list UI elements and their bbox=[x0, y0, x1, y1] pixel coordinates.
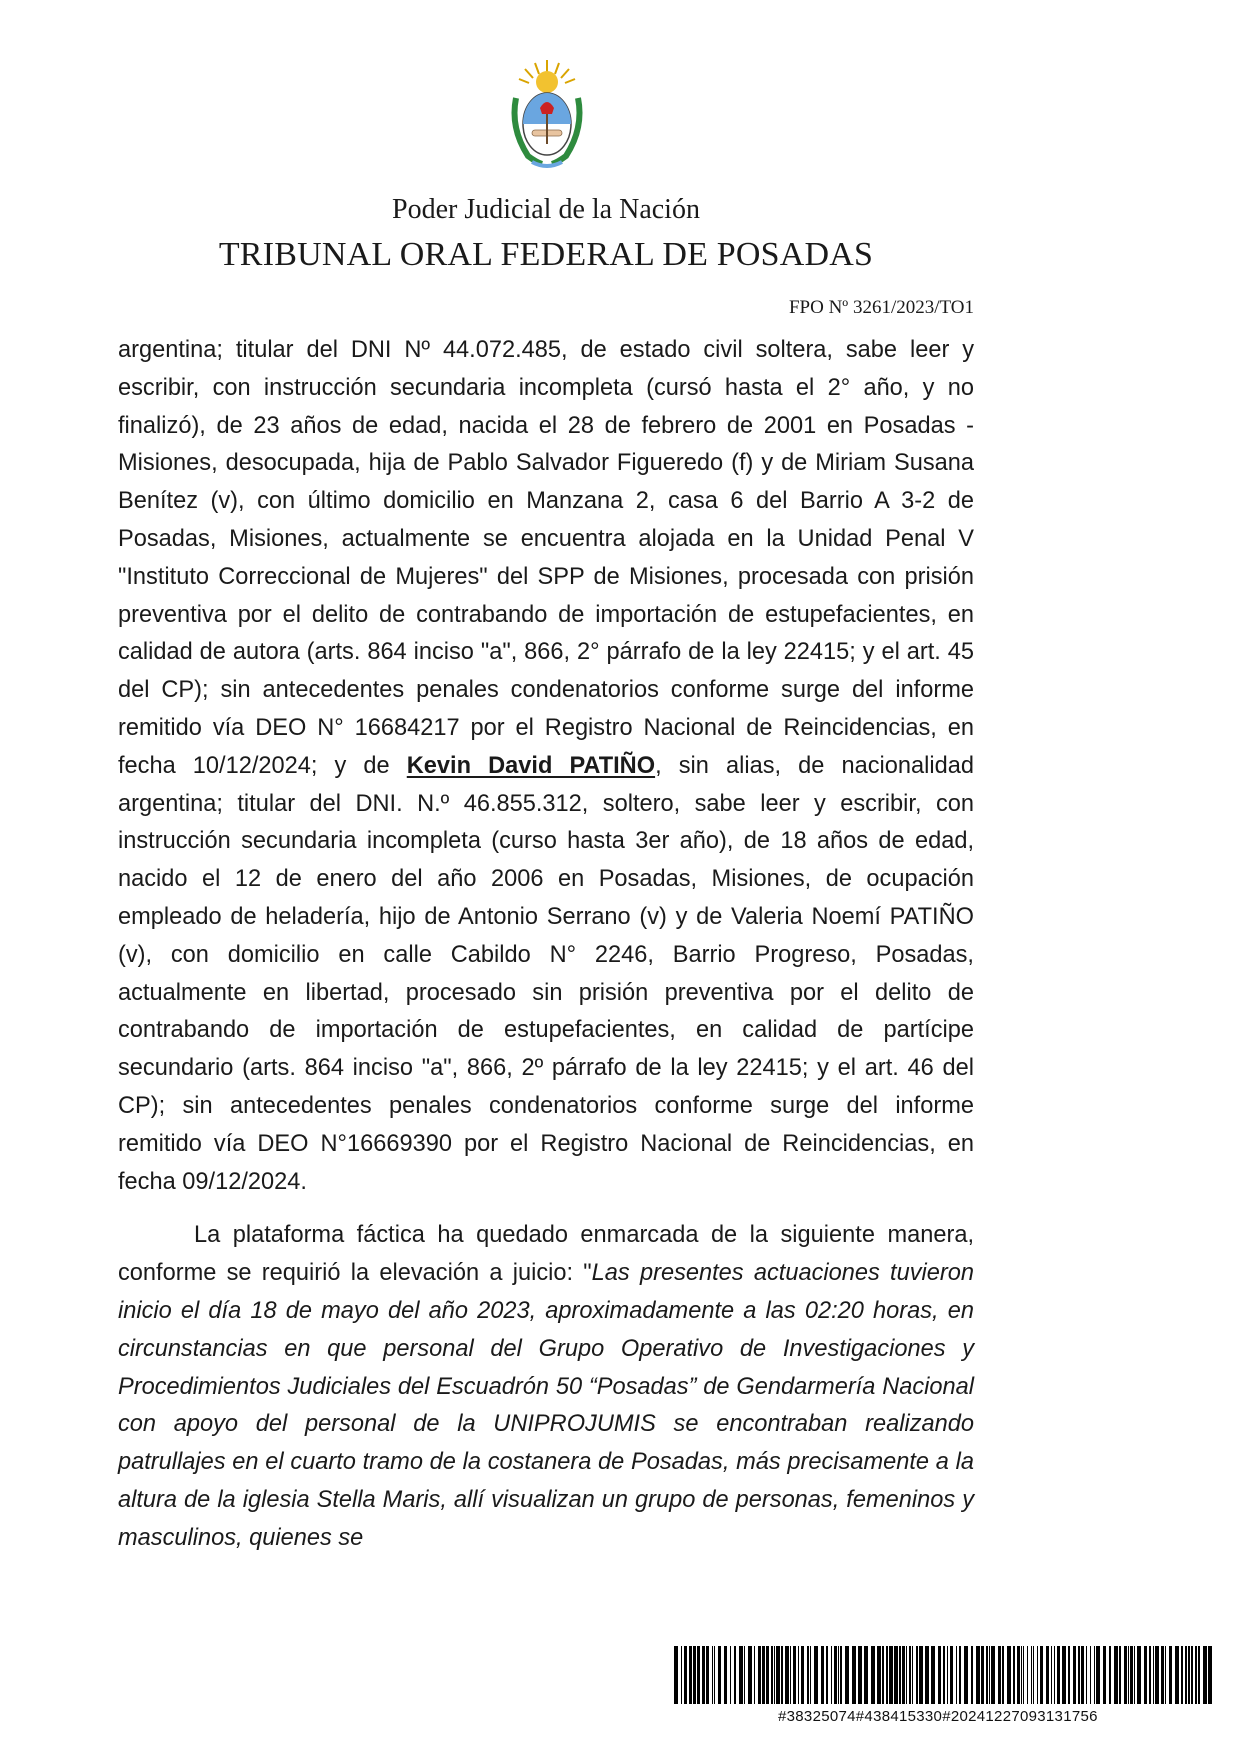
barcode-bar bbox=[1002, 1646, 1004, 1704]
barcode-bar bbox=[947, 1646, 948, 1704]
paragraph-text: argentina; titular del DNI Nº 44.072.485, de estado civil soltera, sabe leer y escribir, con instrucción secundaria incompleta (cursó hasta el 2° año, y no finalizó), de 23 años de edad, nacida el 28 de febrero de 2001 en Posadas -Misiones, desocupada, hija de Pablo Salvador Figueredo (f) y de Miriam Susana Benítez (v), con último domicilio en Manzana 2, casa 6 del Barrio A 3-2 de Posadas, Misiones, actualmente se encuentra alojada en la Unidad Penal V "Instituto Correccional de Mujeres" del SPP de Misiones, procesada con prisión preventiva por el delito de contrabando de importación de estupefacientes, en calidad de autora (arts. 864 inciso "a", 866, 2° párrafo de la ley 22415; y el art. 45 del CP); sin antecedentes penales condenatorios conforme surge del informe remitido vía DEO N° 16684217 por el Registro Nacional de Reincidencias, en fecha 10/12/2024; y de bbox=[118, 337, 974, 779]
barcode-bar bbox=[852, 1646, 856, 1704]
barcode-bar bbox=[774, 1646, 775, 1704]
barcode-bar bbox=[919, 1646, 923, 1704]
barcode-bar bbox=[674, 1646, 678, 1704]
barcode-bar bbox=[1086, 1646, 1087, 1704]
barcode-bar bbox=[1096, 1646, 1100, 1704]
national-coat-of-arms-icon bbox=[506, 58, 588, 176]
barcode-bar bbox=[821, 1646, 824, 1704]
barcode-bar bbox=[807, 1646, 809, 1704]
barcode-bar bbox=[1031, 1646, 1032, 1704]
barcode-bar bbox=[712, 1646, 713, 1704]
barcode-bar bbox=[1054, 1646, 1055, 1704]
barcode-bar bbox=[1068, 1646, 1070, 1704]
barcode-bar bbox=[702, 1646, 705, 1704]
barcode-bar bbox=[991, 1646, 995, 1704]
barcode-bar bbox=[1040, 1646, 1043, 1704]
barcode-bar bbox=[964, 1646, 968, 1704]
barcode-bar bbox=[1114, 1646, 1118, 1704]
barcode-bar bbox=[681, 1646, 682, 1704]
barcode-bar bbox=[886, 1646, 888, 1704]
barcode-bar bbox=[899, 1646, 901, 1704]
barcode-bar bbox=[1062, 1646, 1066, 1704]
barcode-bar bbox=[882, 1646, 884, 1704]
barcode-bar bbox=[1124, 1646, 1127, 1704]
barcode-bar bbox=[845, 1646, 849, 1704]
barcode-bar bbox=[1094, 1646, 1095, 1704]
barcode-bar bbox=[877, 1646, 881, 1704]
barcode-bar bbox=[1033, 1646, 1034, 1704]
barcode-bar bbox=[1027, 1646, 1028, 1704]
defendant-name: Kevin David PATIÑO bbox=[406, 752, 656, 779]
barcode-bar bbox=[1007, 1646, 1011, 1704]
barcode-bar bbox=[762, 1646, 765, 1704]
barcode-bar bbox=[781, 1646, 783, 1704]
issuing-authority: Poder Judicial de la Nación bbox=[392, 194, 700, 225]
document-body bbox=[118, 332, 974, 1558]
barcode-bar bbox=[1073, 1646, 1076, 1704]
barcode-bar bbox=[684, 1646, 687, 1704]
barcode-bar bbox=[771, 1646, 773, 1704]
barcode-bar bbox=[706, 1646, 709, 1704]
barcode-bar bbox=[793, 1646, 796, 1704]
barcode-bar bbox=[744, 1646, 745, 1704]
barcode-bar bbox=[981, 1646, 984, 1704]
barcode-bar bbox=[1130, 1646, 1133, 1704]
barcode-bar bbox=[1181, 1646, 1183, 1704]
paragraph-text: La plataforma fáctica ha quedado enmarcada de la siguiente manera, conforme se requirió la elevación a juicio: " bbox=[118, 1222, 974, 1287]
barcode-bar bbox=[1198, 1646, 1200, 1704]
barcode-bar bbox=[798, 1646, 799, 1704]
barcode-bar bbox=[826, 1646, 828, 1704]
barcode-bar bbox=[1109, 1646, 1111, 1704]
barcode-bar bbox=[1153, 1646, 1154, 1704]
quoted-facts: Las presentes actuaciones tuvieron inicio el día 18 de mayo del año 2023, aproximadamente a las 02:20 horas, en circunstancias en que personal del Grupo Operativo de Investigaciones y Procedimientos Judiciales del Escuadrón 50 “Posadas” de Gendarmería Nacional con apoyo del personal de la UNIPROJUMIS se encontraban realizando patrullajes en el cuarto tramo de la costanera de Posadas, más precisamente a la altura de la iglesia Stella Maris, allí visualizan un grupo de personas, femeninos y masculinos, quienes se bbox=[118, 1260, 974, 1551]
barcode-bar bbox=[1185, 1646, 1187, 1704]
barcode-bar bbox=[834, 1646, 837, 1704]
barcode-bar bbox=[1203, 1646, 1207, 1704]
barcode-bar bbox=[1090, 1646, 1091, 1704]
barcode-bar bbox=[912, 1646, 913, 1704]
barcode-bar bbox=[1191, 1646, 1193, 1704]
barcode-bar bbox=[748, 1646, 752, 1704]
barcode-bar bbox=[801, 1646, 804, 1704]
paragraph-text: , sin alias, de nacionalidad argentina; titular del DNI. N.º 46.855.312, soltero, sabe leer y escribir, con instrucción secundaria incompleta (curso hasta 3er año), de 18 años de edad, nacido el 12 de enero del año 2006 en Posadas, Misiones, de ocupación empleado de heladería, hijo de Antonio Serrano (v) y de Valeria Noemí PATIÑO (v), con domicilio en calle Cabildo N° 2246, Barrio Progreso, Posadas, actualmente en libertad, procesado sin prisión preventiva por el delito de contrabando de importación de estupefacientes, en calidad de partícipe secundario (arts. 864 inciso "a", 866, 2º párrafo de la ley 22415; y el art. 46 del CP); sin antecedentes penales condenatorios conforme surge del informe remitido vía DEO N°16669390 por el Registro Nacional de Reincidencias, en fecha 09/12/2024. bbox=[118, 752, 974, 1195]
barcode-bar bbox=[693, 1646, 696, 1704]
barcode-bar bbox=[1013, 1646, 1015, 1704]
barcode-bar bbox=[1081, 1646, 1084, 1704]
barcode-bar bbox=[943, 1646, 945, 1704]
barcode-bar bbox=[754, 1646, 755, 1704]
barcode-bar bbox=[1103, 1646, 1106, 1704]
barcode-bar bbox=[989, 1646, 990, 1704]
barcode-bar bbox=[902, 1646, 905, 1704]
barcode-bar bbox=[864, 1646, 868, 1704]
barcode-bar bbox=[838, 1646, 839, 1704]
barcode-bar bbox=[1169, 1646, 1172, 1704]
barcode-bar bbox=[730, 1646, 731, 1704]
barcode-bar bbox=[1051, 1646, 1052, 1704]
barcode-bar bbox=[718, 1646, 721, 1704]
barcode-bar bbox=[956, 1646, 957, 1704]
barcode-bar bbox=[998, 1646, 1001, 1704]
barcode-bar bbox=[831, 1646, 832, 1704]
barcode-bar bbox=[931, 1646, 935, 1704]
barcode-bar bbox=[1046, 1646, 1049, 1704]
barcode-bar bbox=[916, 1646, 918, 1704]
barcode-bar bbox=[1208, 1646, 1212, 1704]
barcode-bar bbox=[734, 1646, 736, 1704]
barcode-bar bbox=[1128, 1646, 1129, 1704]
barcode-bar bbox=[1175, 1646, 1179, 1704]
barcode-bar bbox=[1021, 1646, 1022, 1704]
barcode-bar bbox=[785, 1646, 789, 1704]
barcode-bar bbox=[724, 1646, 727, 1704]
case-number: FPO Nº 3261/2023/TO1 bbox=[788, 297, 974, 318]
barcode-bar bbox=[894, 1646, 898, 1704]
barcode bbox=[674, 1646, 1212, 1704]
barcode-bar bbox=[1161, 1646, 1164, 1704]
barcode-bar bbox=[1023, 1646, 1024, 1704]
barcode-bar bbox=[766, 1646, 769, 1704]
barcode-bar bbox=[790, 1646, 791, 1704]
barcode-bar bbox=[697, 1646, 700, 1704]
paragraph-facts bbox=[118, 1217, 974, 1557]
barcode-bar bbox=[1188, 1646, 1190, 1704]
barcode-bar bbox=[950, 1646, 953, 1704]
barcode-bar bbox=[1144, 1646, 1147, 1704]
court-name: TRIBUNAL ORAL FEDERAL DE POSADAS bbox=[218, 236, 874, 273]
barcode-bar bbox=[1119, 1646, 1121, 1704]
barcode-bar bbox=[689, 1646, 692, 1704]
barcode-bar bbox=[840, 1646, 842, 1704]
barcode-bar bbox=[1155, 1646, 1159, 1704]
barcode-bar bbox=[810, 1646, 811, 1704]
barcode-bar bbox=[858, 1646, 862, 1704]
barcode-bar bbox=[971, 1646, 973, 1704]
barcode-bar bbox=[925, 1646, 929, 1704]
barcode-bar bbox=[1017, 1646, 1020, 1704]
barcode-bar bbox=[1037, 1646, 1038, 1704]
barcode-bar bbox=[1057, 1646, 1060, 1704]
barcode-bar bbox=[776, 1646, 780, 1704]
barcode-bar bbox=[938, 1646, 941, 1704]
barcode-bar bbox=[814, 1646, 818, 1704]
barcode-bar bbox=[1134, 1646, 1135, 1704]
barcode-bar bbox=[714, 1646, 715, 1704]
barcode-bar bbox=[1137, 1646, 1141, 1704]
barcode-bar bbox=[889, 1646, 893, 1704]
barcode-bar bbox=[1149, 1646, 1151, 1704]
paragraph-defendants bbox=[118, 332, 974, 1201]
barcode-bar bbox=[1165, 1646, 1166, 1704]
barcode-bar bbox=[1078, 1646, 1080, 1704]
barcode-bar bbox=[976, 1646, 980, 1704]
barcode-bar bbox=[758, 1646, 761, 1704]
barcode-bar bbox=[739, 1646, 743, 1704]
barcode-bar bbox=[1195, 1646, 1197, 1704]
barcode-number: #38325074#438415330#20241227093131756 bbox=[778, 1708, 1098, 1725]
barcode-bar bbox=[909, 1646, 911, 1704]
barcode-bar bbox=[871, 1646, 875, 1704]
barcode-bar bbox=[959, 1646, 961, 1704]
barcode-bar bbox=[906, 1646, 907, 1704]
barcode-bar bbox=[986, 1646, 988, 1704]
